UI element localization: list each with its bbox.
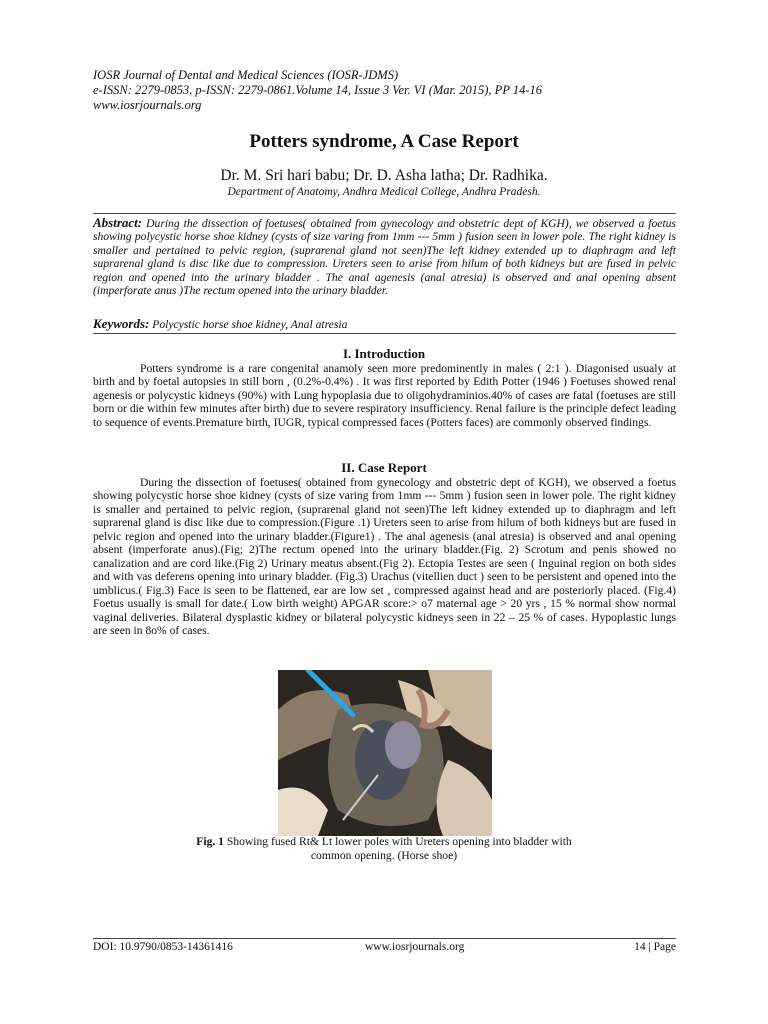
keywords-text: Polycystic horse shoe kidney, Anal atresia bbox=[149, 318, 348, 331]
abstract bbox=[93, 216, 676, 297]
abstract-top-rule bbox=[93, 213, 676, 214]
journal-url: www.iosrjournals.org bbox=[93, 98, 202, 112]
footer-site: www.iosrjournals.org bbox=[365, 941, 465, 953]
author-affiliation: Department of Anatomy, Andhra Medical College, Andhra Pradesh. bbox=[227, 186, 541, 198]
case-report-body bbox=[93, 476, 676, 637]
journal-header bbox=[93, 68, 683, 113]
section-heading-introduction: I. Introduction bbox=[342, 346, 426, 361]
footer-rule bbox=[93, 938, 676, 939]
keywords-label: Keywords: bbox=[93, 316, 150, 331]
keywords bbox=[93, 317, 676, 332]
figure-1-caption-line1: Showing fused Rt& Lt lower poles with Ureters opening into bladder with bbox=[223, 835, 572, 848]
paper-authors: Dr. M. Sri hari babu; Dr. D. Asha latha; Dr. Radhika. bbox=[220, 167, 548, 184]
abstract-text: During the dissection of foetuses( obtained from gynecology and obstetric dept of KGH), we observed a foetus showing polycystic horse shoe kidney (cysts of size varing from 1mm --- 5mm ) fusion seen in lower pole. The right kidney is smaller and pertained to pelvic region, (suprarenal gland not seen)The left kidney extended up to diaphragm and left suprarenal gland is disc like due to compression. Ureters seen to arise from hilum of both kidneys but are fused in pelvic region and opened into the urinary bladder . The anal agenesis (anal atresia) is observed and anal opening absent (imperforate anus )The rectum opened into the urinary bladder. bbox=[93, 217, 676, 298]
figure-1-caption bbox=[168, 835, 600, 862]
journal-issn: e-ISSN: 2279-0853, p-ISSN: 2279-0861.Volume 14, Issue 3 Ver. VI (Mar. 2015), PP 14-16 bbox=[93, 83, 543, 97]
figure-1-photo bbox=[278, 670, 492, 836]
abstract-label: Abstract: bbox=[93, 215, 143, 230]
figure-1-caption-line2: common opening. (Horse shoe) bbox=[310, 848, 458, 862]
case-report-paragraph: During the dissection of foetuses( obtained from gynecology and obstetric dept of KGH), we observed a foetus showing polycystic horse shoe kidney (cysts of size varing from 1mm --- 5mm ) fusion seen in lower pole. The right kidney is smaller and pertained to pelvic region, (suprarenal gland not seen)The left kidney extended up to diaphragm and left suprarenal gland is disc like due to compression.(Figure .1) Ureters seen to arise from hilum of both kidneys but are fused in pelvic region and opened into the urinary bladder.(Figure1) . The anal agenesis (anal atresia) is observed and anal opening absent (imperforate anus).(Fig; 2)The rectum opened into the urinary bladder.(Fig. 2) Scrotum and penis showed no canalization and are cord like.(Fig 2) Urinary meatus absent.(Fig 2). Ectopia Testes are seen ( Inguinal region on both sides and with vas deferens opening into urinary bladder. (Fig.3) Urachus (vitellien duct ) seen to be persistent and opened into the umblicus.( Fig.3) Face is seen to be flattened, ear are low set , compressed against head and are posteriorly placed. (Fig.4) Foetus usually is small for date.( Low birth weight) APGAR score:> o7 maternal age > 20 yrs , 15 % normal show normal vaginal deliveries. Bilateral dysplastic kidney or bilateral polycystic kidneys seen in 22 – 25 % of cases. Hypoplastic lungs are seen in 8o% of cases. bbox=[93, 476, 676, 637]
section-heading-case-report: II. Case Report bbox=[341, 460, 427, 475]
dissection-photo-illustration bbox=[278, 670, 492, 836]
abstract-bottom-rule bbox=[93, 333, 676, 334]
paper-title: Potters syndrome, A Case Report bbox=[249, 131, 519, 152]
footer-page-number: 14 | Page bbox=[634, 941, 676, 953]
introduction-body bbox=[93, 362, 676, 429]
footer-doi: DOI: 10.9790/0853-14361416 bbox=[93, 941, 233, 953]
journal-name: IOSR Journal of Dental and Medical Sciences (IOSR-JDMS) bbox=[93, 68, 399, 82]
figure-1-label: Fig. 1 bbox=[196, 835, 224, 848]
introduction-paragraph: Potters syndrome is a rare congenital anamoly seen more predominently in males ( 2:1 ). Diagonised usualy at birth and by foetal autopsies in still born , (0.2%-0.4%) . It was first reported by Edith Potter (1946 ) Foetuses showed renal agenesis or polycystic kidneys (90%) with Lung hypoplasia due to oligohydraminios.40% of cases are fatal (foetuses are still born or die within few minutes after birth) due to severe respiratory insufficiency. Renal failure is the principle defect leading to sequence of events.Premature birth, IUGR, typical compressed faces (Potters faces) are commonly observed findings. bbox=[93, 362, 676, 429]
